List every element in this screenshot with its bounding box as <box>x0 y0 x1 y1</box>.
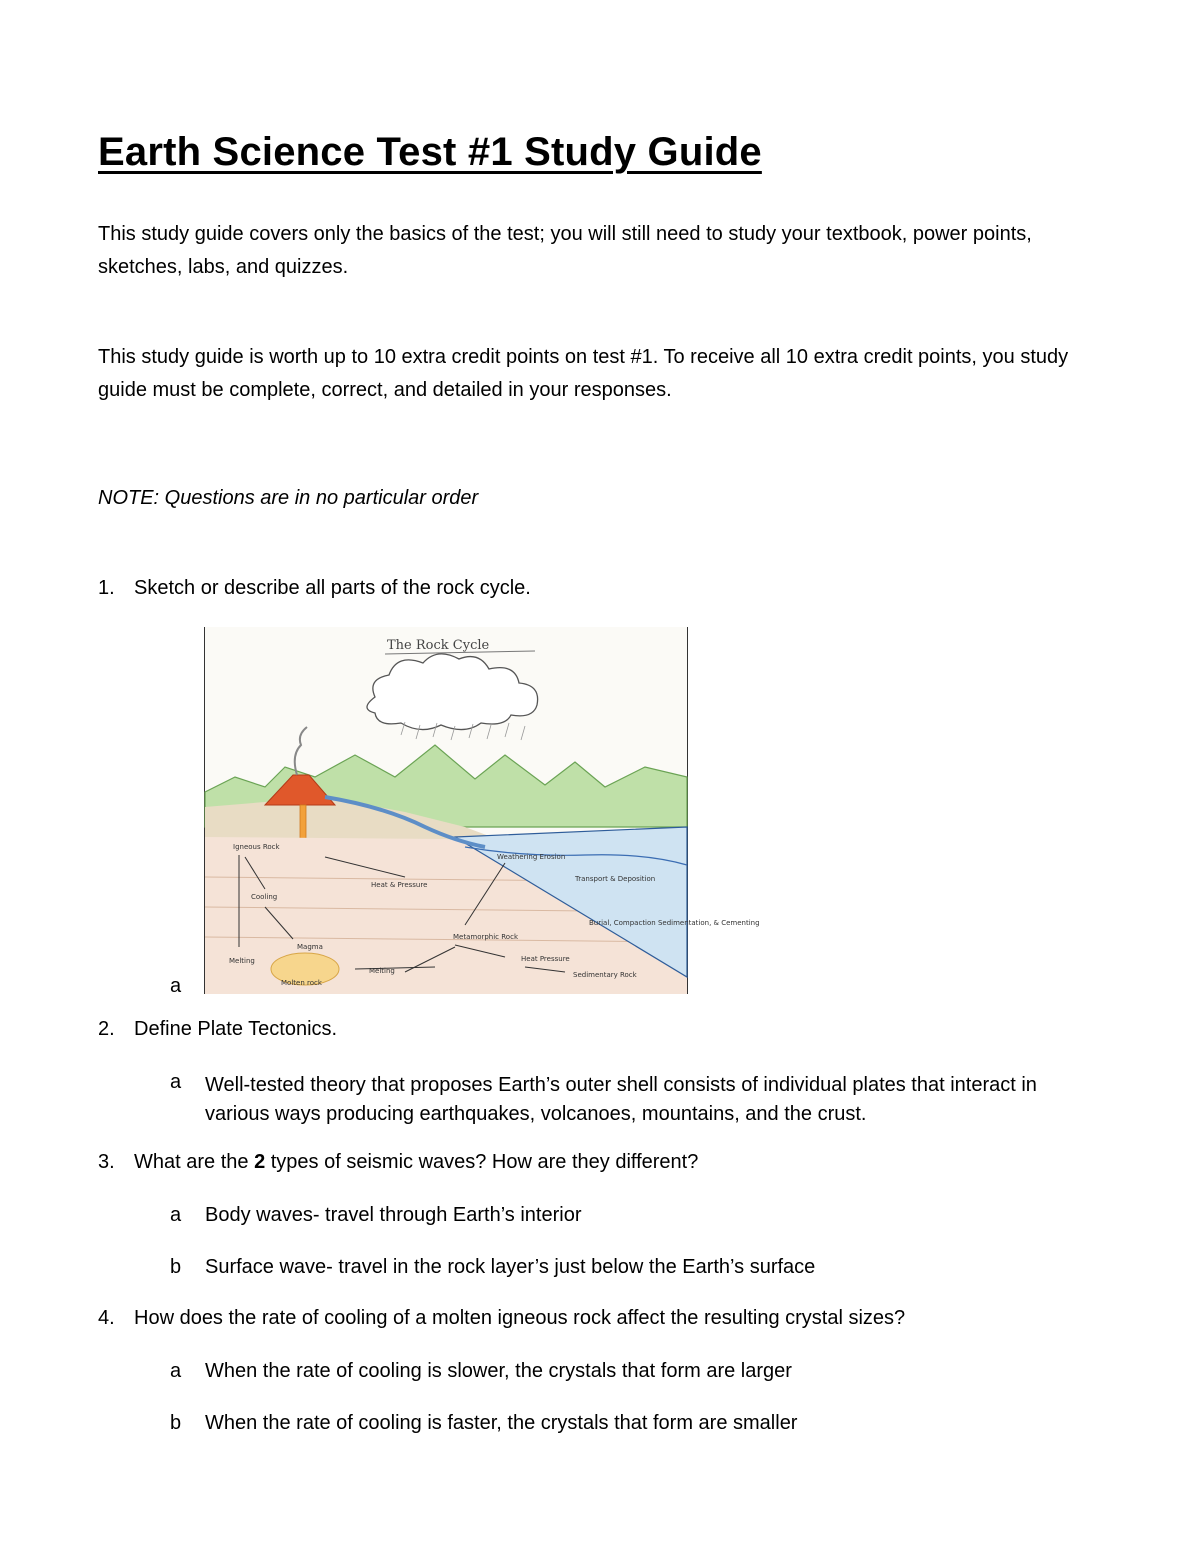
sketch-title: The Rock Cycle <box>387 638 490 653</box>
question-text-bold: 2 <box>254 1151 266 1173</box>
svg-text:Weathering Erosion: Weathering Erosion <box>497 853 566 861</box>
answer-text: When the rate of cooling is faster, the crystals that form are smaller <box>205 1412 798 1434</box>
answer-letter: a <box>170 975 182 997</box>
page-title: Earth Science Test #1 Study Guide <box>98 130 762 174</box>
question-number: 3. <box>98 1151 115 1173</box>
answer-letter: a <box>170 1071 182 1093</box>
question-2 <box>98 1018 337 1041</box>
question-number: 4. <box>98 1307 115 1329</box>
answer-letter: a <box>170 1360 182 1382</box>
question-text-after: types of seismic waves? How are they different? <box>265 1151 699 1173</box>
answer-text: When the rate of cooling is slower, the crystals that form are larger <box>205 1360 792 1382</box>
svg-text:Molten rock: Molten rock <box>281 979 322 987</box>
question-3 <box>98 1151 698 1174</box>
question-text: Sketch or describe all parts of the rock cycle. <box>134 577 531 599</box>
answer-letter: b <box>170 1256 182 1278</box>
svg-text:Cooling: Cooling <box>251 893 278 901</box>
question-4 <box>98 1307 905 1330</box>
svg-text:Burial, Compaction Sedimentati: Burial, Compaction Sedimentation, & Cementing <box>589 919 760 927</box>
svg-text:Heat Pressure: Heat Pressure <box>521 955 570 963</box>
rock-cycle-sketch <box>204 627 760 994</box>
question-text: How does the rate of cooling of a molten igneous rock affect the resulting crystal sizes? <box>134 1307 906 1329</box>
extra-credit-paragraph: This study guide is worth up to 10 extra credit points on test #1. To receive all 10 extra credit points, you study guide must be complete, correct, and detailed in your responses. <box>98 346 1069 401</box>
question-text: Define Plate Tectonics. <box>134 1018 338 1040</box>
answer-letter: a <box>170 1204 182 1226</box>
order-note: NOTE: Questions are in no particular order <box>98 487 479 509</box>
svg-text:Melting: Melting <box>229 957 255 965</box>
answer-text: Well-tested theory that proposes Earth’s outer shell consists of individual plates that interact in various ways producing earthquakes, volcanoes, mountains, and the crust. <box>205 1074 1037 1125</box>
svg-text:Transport & Deposition: Transport & Deposition <box>575 875 656 883</box>
answer-letter: b <box>170 1412 182 1434</box>
intro-paragraph: This study guide covers only the basics of the test; you will still need to study your textbook, power points, sketches, labs, and quizzes. <box>98 223 1032 278</box>
question-1 <box>98 577 531 600</box>
svg-text:Heat & Pressure: Heat & Pressure <box>371 881 428 889</box>
question-number: 1. <box>98 577 115 599</box>
answer-text: Body waves- travel through Earth’s interior <box>205 1204 582 1226</box>
question-text-before: What are the <box>134 1151 255 1173</box>
question-number: 2. <box>98 1018 115 1040</box>
svg-text:Sedimentary Rock: Sedimentary Rock <box>573 971 637 979</box>
svg-text:Magma: Magma <box>297 943 323 951</box>
svg-text:Igneous Rock: Igneous Rock <box>233 843 280 851</box>
svg-text:Metamorphic Rock: Metamorphic Rock <box>453 933 518 941</box>
svg-text:Melting: Melting <box>369 967 395 975</box>
answer-text: Surface wave- travel in the rock layer’s just below the Earth’s surface <box>205 1256 816 1278</box>
